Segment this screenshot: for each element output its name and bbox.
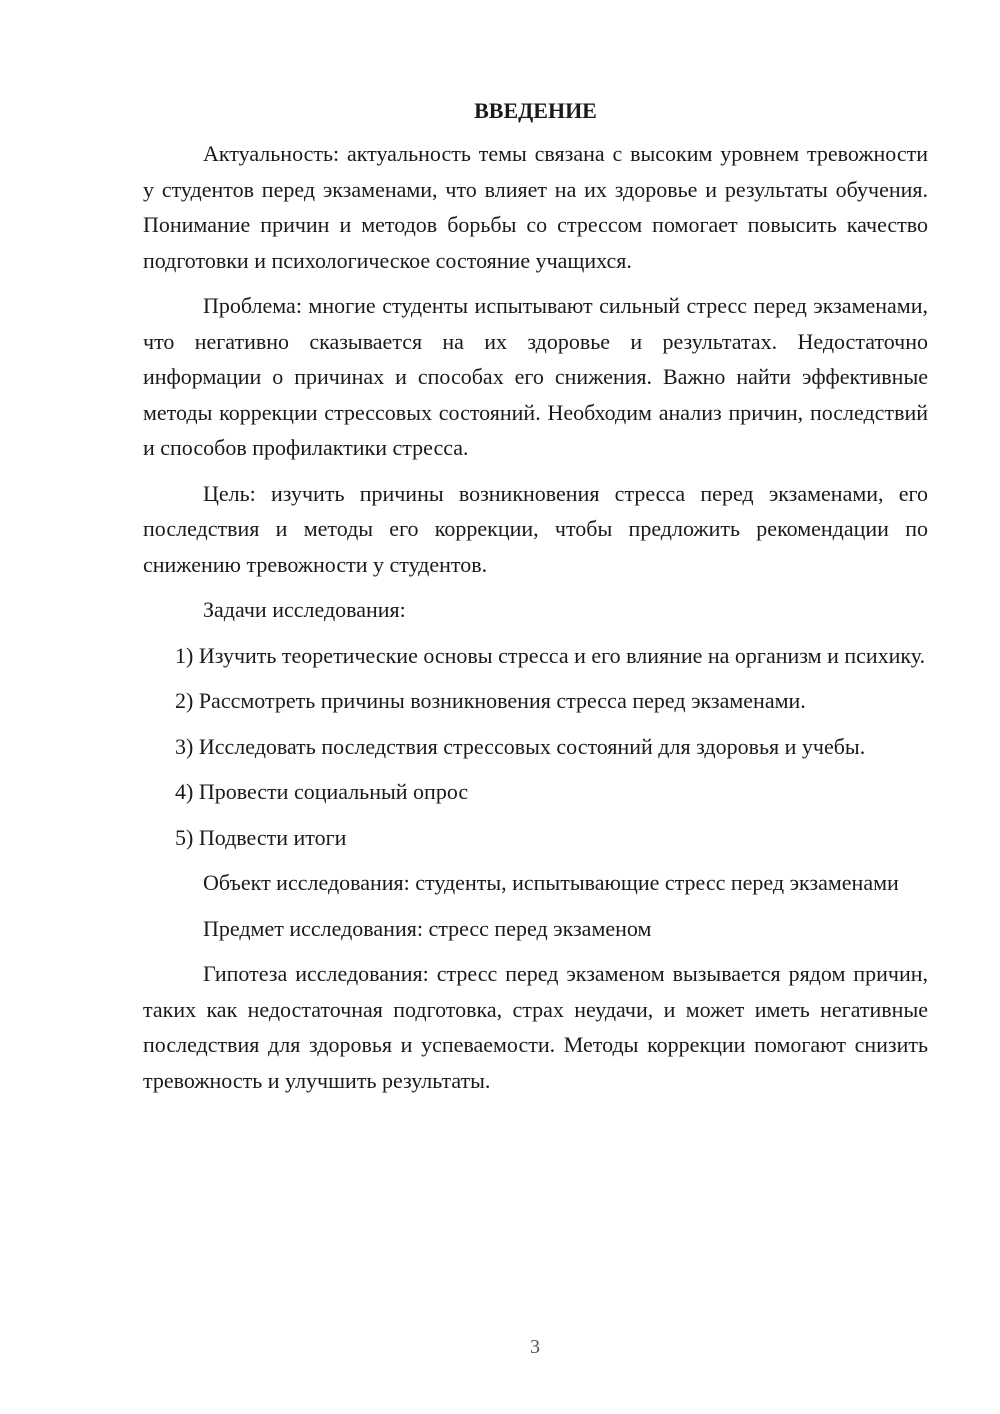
page-number: 3: [530, 1336, 540, 1358]
hypothesis-paragraph: Гипотеза исследования: стресс перед экзаменом вызывается рядом причин, таких как недостаточная подготовка, страх неудачи, и может иметь негативные последствия для здоровья и успеваемости. Методы коррекции помогают снизить тревожность и улучшить результаты.: [143, 961, 928, 1093]
document-page: [143, 92, 928, 1108]
task-item-2: 2) Рассмотреть причины возникновения стресса перед экзаменами.: [175, 688, 806, 713]
goal-paragraph: Цель: изучить причины возникновения стресса перед экзаменами, его последствия и методы его коррекции, чтобы предложить рекомендации по снижению тревожности у студентов.: [143, 480, 928, 577]
task-item-5: 5) Подвести итоги: [175, 824, 347, 850]
task-item-4: 4) Провести социальный опрос: [175, 779, 469, 804]
subject-paragraph: Предмет исследования: стресс перед экзаменом: [203, 915, 652, 941]
relevance-paragraph: Актуальность: актуальность темы связана с высоким уровнем тревожности у студентов перед экзаменами, что влияет на их здоровье и результаты обучения. Понимание причин и методов борьбы со стрессом помогает повысить качество подготовки и психологическое состояние учащихся.: [143, 141, 928, 273]
tasks-heading: Задачи исследования:: [203, 597, 406, 622]
object-paragraph: Объект исследования: студенты, испытывающие стресс перед экзаменами: [203, 870, 899, 895]
section-title: ВВЕДЕНИЕ: [474, 98, 597, 123]
problem-paragraph: Проблема: многие студенты испытывают сильный стресс перед экзаменами, что негативно сказывается на их здоровье и результатах. Недостаточно информации о причинах и способах его снижения. Важно найти эффективные методы коррекции стрессовых состояний. Необходим анализ причин, последствий и способов профилактики стресса.: [143, 293, 928, 460]
task-item-1: 1) Изучить теоретические основы стресса и его влияние на организм и психику.: [175, 642, 926, 668]
task-item-3: 3) Исследовать последствия стрессовых состояний для здоровья и учебы.: [175, 733, 866, 759]
